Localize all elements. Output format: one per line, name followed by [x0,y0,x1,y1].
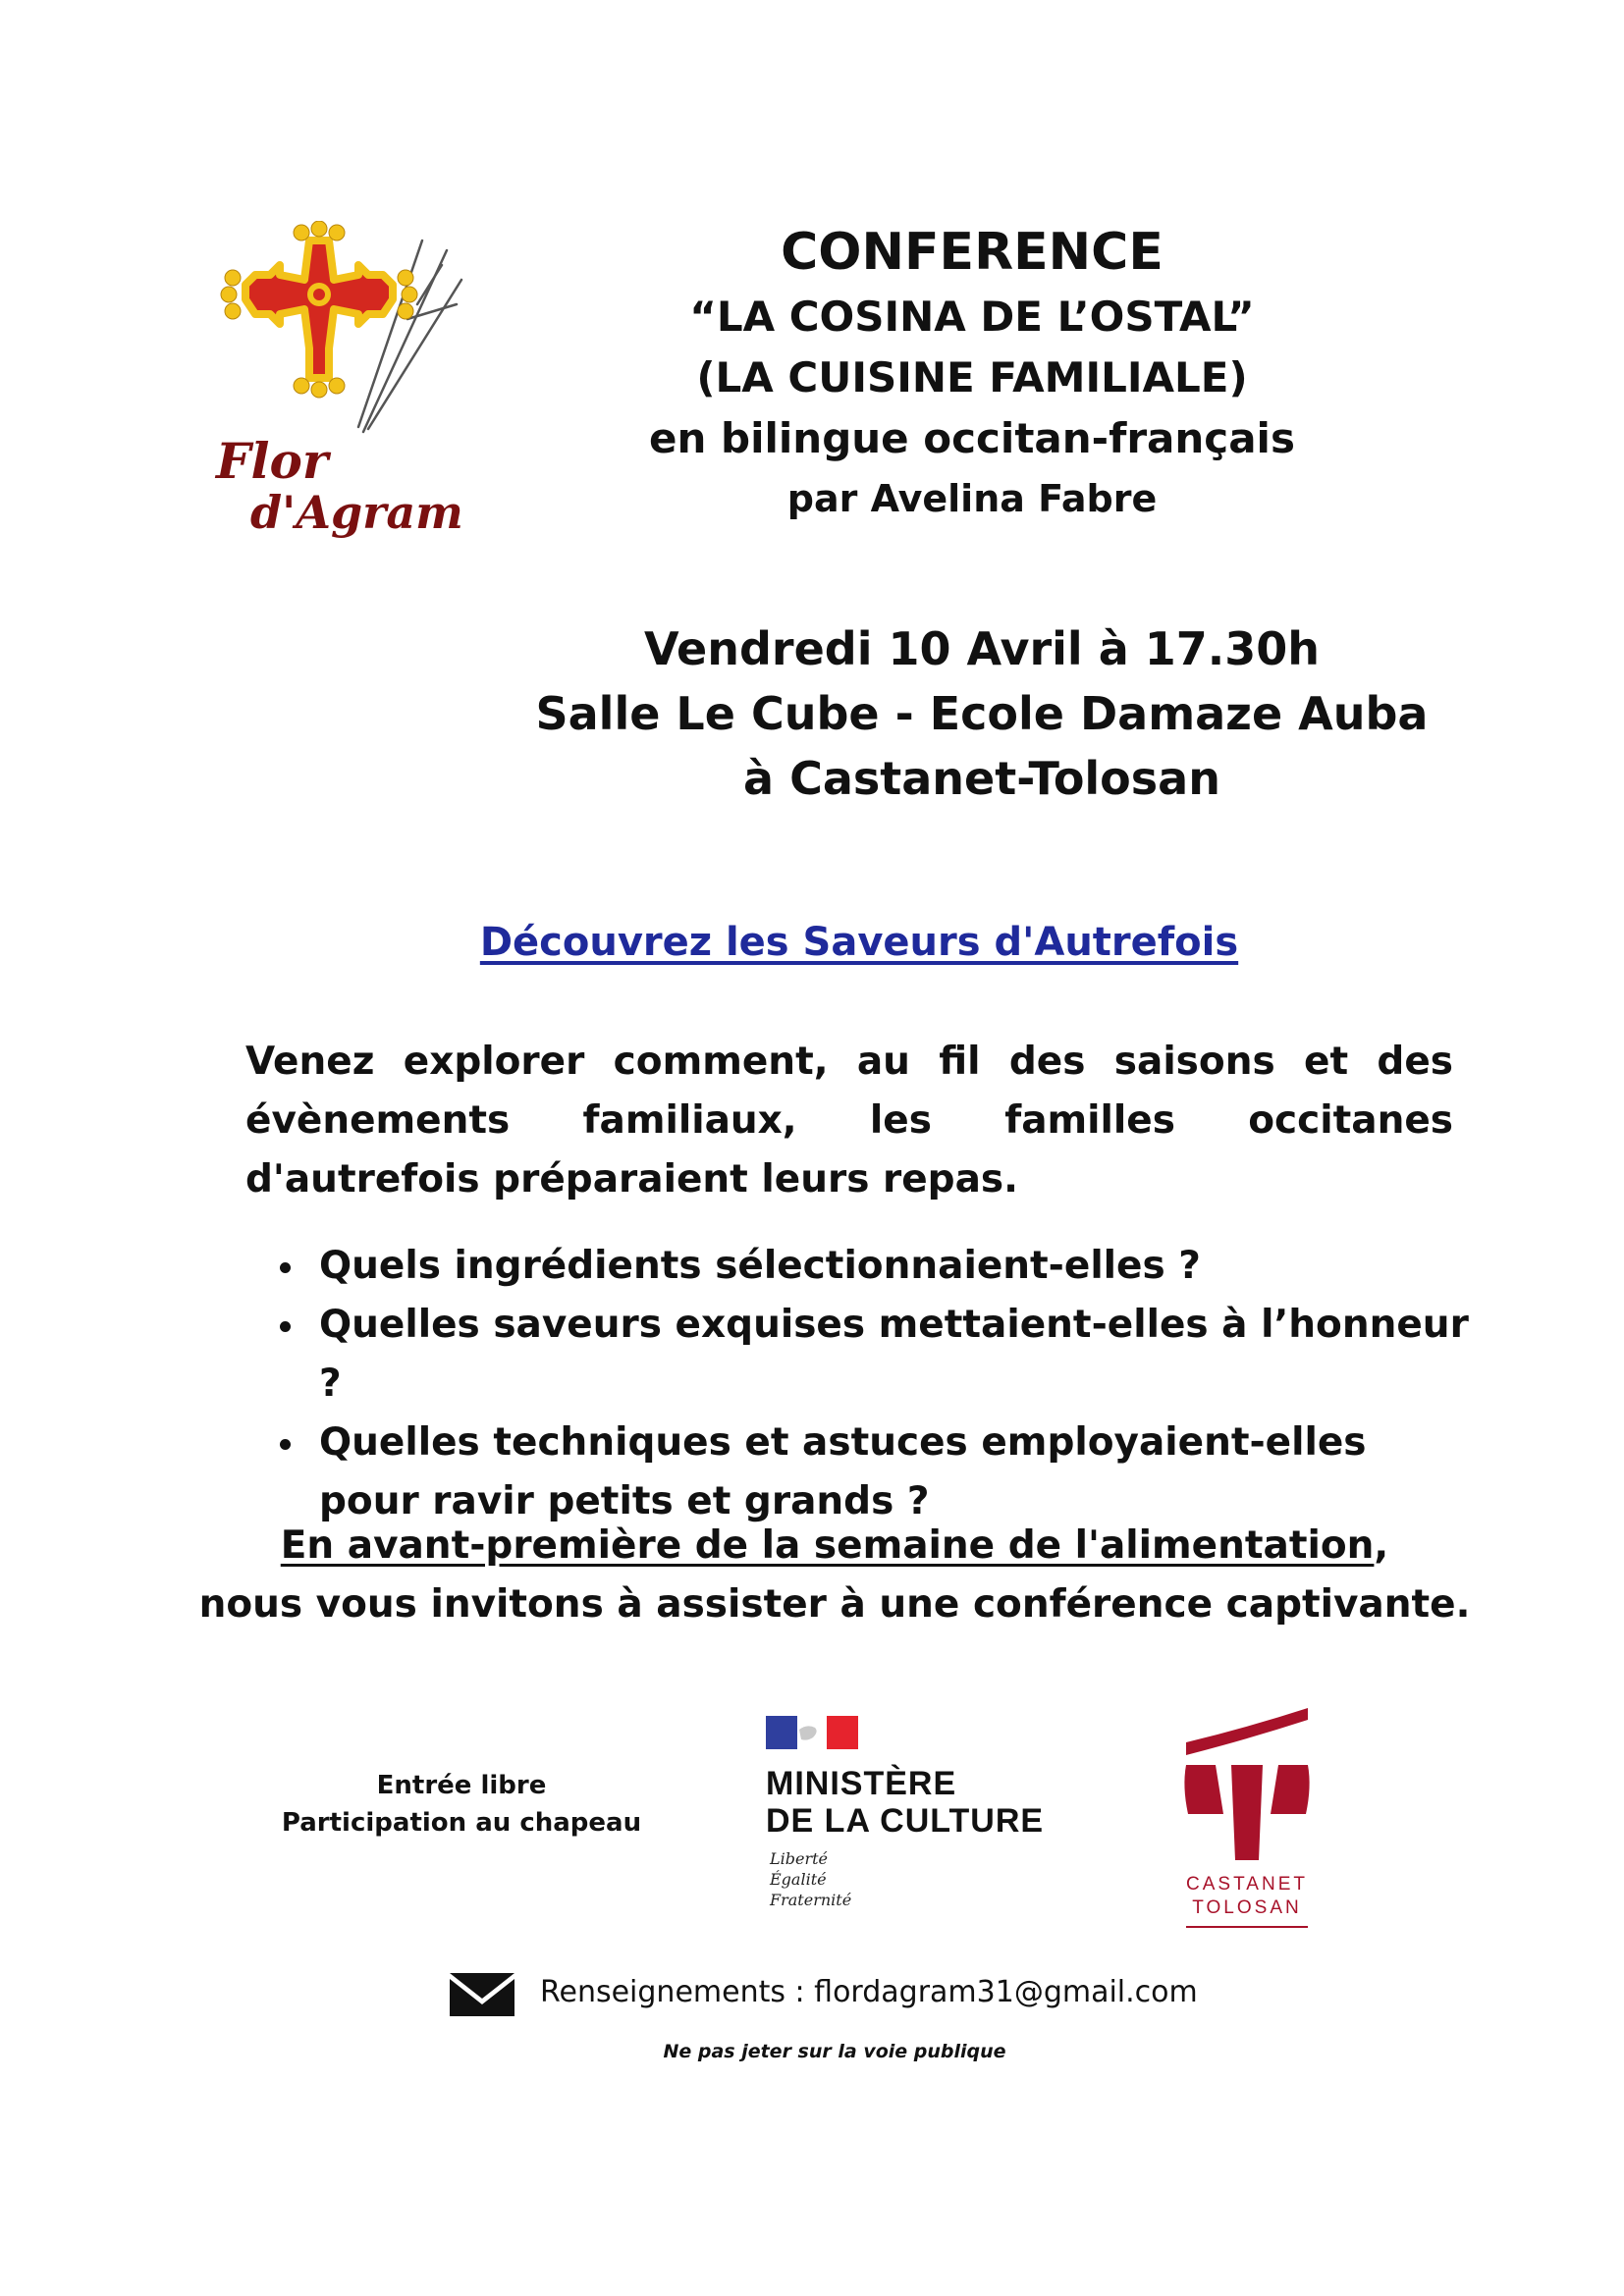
questions-list [270,1237,1478,1531]
page-title: CONFERENCE [781,223,1164,282]
flag-red [827,1716,858,1749]
entry-participation: Participation au chapeau [281,1808,642,1838]
event-venue: Salle Le Cube - Ecole Damaze Auba [535,687,1429,740]
section-heading: Découvrez les Saveurs d'Autrefois [479,920,1239,965]
list-item: Quelles techniques et astuces employaient-elles pour ravir petits et grands ? [270,1414,1478,1531]
castanet-tolosan-logo [1168,1698,1326,1944]
event-date: Vendredi 10 Avril à 17.30h [643,622,1321,675]
title-block [628,218,1316,528]
motto-egalite: Égalité [770,1870,827,1889]
motto-fraternite: Fraternité [770,1891,852,1909]
french-title: (LA CUISINE FAMILIALE) [696,353,1248,401]
language-line: en bilingue occitan-français [649,414,1295,462]
castanet-divider [1186,1926,1308,1928]
castanet-t-icon [1168,1698,1326,1865]
entry-free: Entrée libre [376,1771,547,1800]
notice-text: Ne pas jeter sur la voie publique [663,2041,1006,2062]
occitan-cross-icon [211,221,466,447]
logo-text-flor: Flor [216,432,329,490]
closing-block [196,1517,1473,1634]
closing-underlined: En avant-première de la semaine de l'alimentation [280,1523,1375,1568]
intro-paragraph: Venez explorer comment, au fil des saisons et des évènements familiaux, les familles occitanes d'autrefois préparaient leurs repas. [245,1040,1453,1201]
marianne-icon [797,1716,827,1749]
closing-comma: , [1374,1523,1389,1568]
event-city: à Castanet-Tolosan [743,752,1220,805]
contact-text: Renseignements : flordagram31@gmail.com [540,1975,1198,2009]
list-item: Quels ingrédients sélectionnaient-elles ? [270,1237,1478,1296]
logo-text-dagram: d'Agram [250,486,463,539]
castanet-line-1: CASTANET [1186,1874,1308,1895]
motto-liberte: Liberté [770,1849,828,1868]
speaker-line: par Avelina Fabre [786,477,1158,520]
ministere-line-2: DE LA CULTURE [766,1802,1045,1840]
castanet-line-2: TOLOSAN [1192,1897,1302,1918]
occitan-title: “LA COSINA DE L’OSTAL” [689,293,1255,341]
flag-blue [766,1716,797,1749]
list-item: Quelles saveurs exquises mettaient-elles à l’honneur ? [270,1296,1478,1414]
flor-dagram-logo [211,221,466,555]
ministere-culture-logo [766,1716,1080,1912]
contact-line [450,1965,1235,2024]
entry-info [265,1767,658,1842]
ministere-line-1: MINISTÈRE [766,1765,957,1802]
event-info [442,616,1522,811]
envelope-icon [450,1973,514,2016]
closing-line-1 [196,1517,1473,1575]
closing-line-2: nous vous invitons à assister à une conférence captivante. [198,1582,1471,1627]
